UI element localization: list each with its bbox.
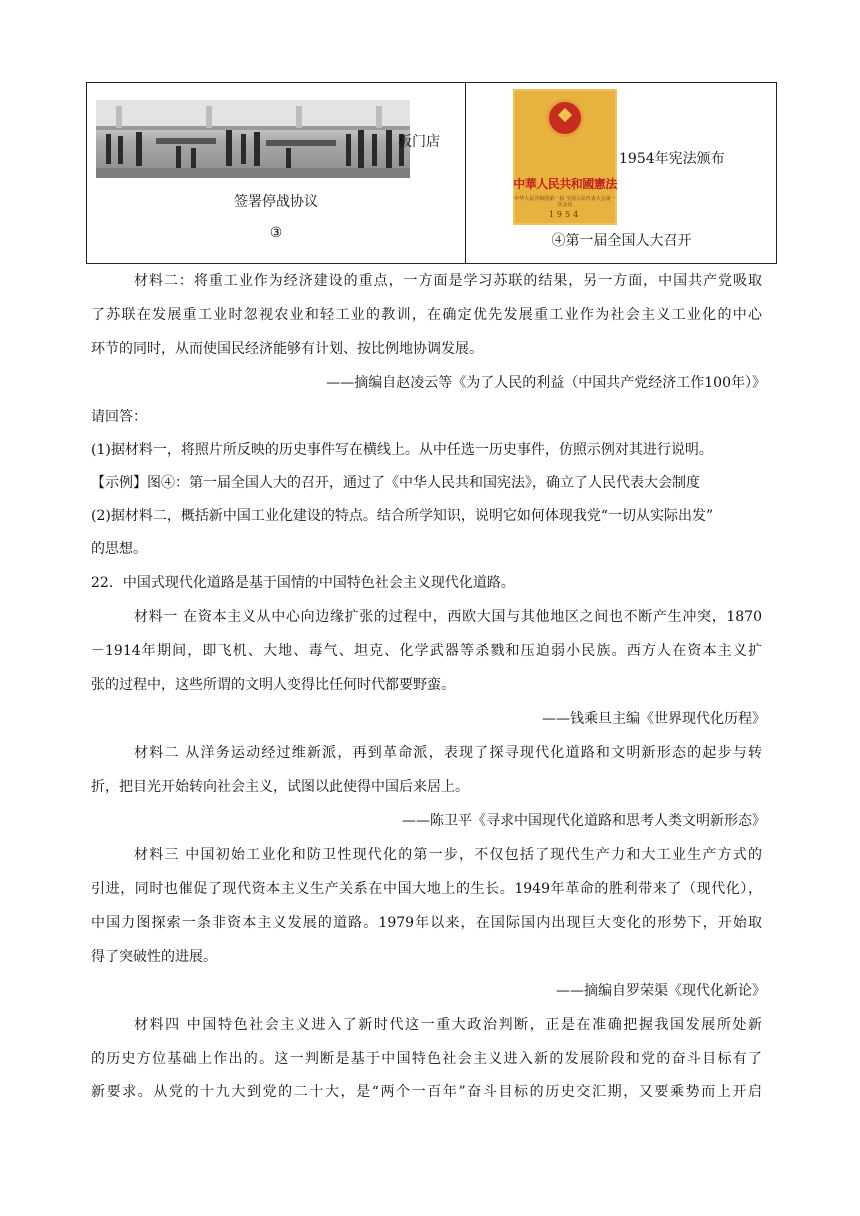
material2-line-1: 材料二：将重工业作为经济建设的重点，一方面是学习苏联的结果，另一方面，中国共产党吸取 bbox=[134, 273, 762, 289]
book-year: 1954 bbox=[548, 210, 582, 219]
armistice-signing-photo bbox=[96, 100, 410, 178]
q22-m3-line-2: 引进，同时也催促了现代资本主义生产关系在中国大地上的生长。1949年革命的胜利带来了（现代化）， bbox=[91, 881, 762, 897]
book-title: 中華人民共和國憲法 bbox=[513, 177, 617, 191]
question-2-line-2: 的思想。 bbox=[91, 541, 147, 557]
material2-source: ——摘编自赵凌云等《为了人民的利益（中国共产党经济工作100年）》 bbox=[326, 375, 766, 391]
question-22-title: 22．中国式现代化道路是基于国情的中国特色社会主义现代化道路。 bbox=[91, 575, 515, 591]
photo1-number: ③ bbox=[269, 225, 283, 241]
q22-m3-line-3: 中国力图探索一条非资本主义发展的道路。1979年以来，在国际国内出现巨大变化的形势下，开始取 bbox=[91, 915, 762, 931]
q22-m4-line-3: 新要求。从党的十九大到党的二十大，是“两个一百年”奋斗目标的历史交汇期，又要乘势而上开启 bbox=[91, 1084, 762, 1100]
q22-m2-source: ——陈卫平《寻求中国现代化道路和思考人类文明新形态》 bbox=[402, 813, 766, 829]
photo1-side-label: 板门店 bbox=[398, 134, 440, 150]
q22-m4-line-1: 材料四 中国特色社会主义进入了新时代这一重大政治判断，正是在准确把握我国发展所处新 bbox=[134, 1017, 762, 1033]
q22-m1-line-2: －1914年期间，即飞机、大地、毒气、坦克、化学武器等杀戮和压迫弱小民族。西方人在资本主义扩 bbox=[91, 643, 762, 659]
question-1: (1)据材料一，将照片所反映的历史事件写在横线上。从中任选一历史事件，仿照示例对其进行说明。 bbox=[91, 442, 713, 458]
national-emblem-icon bbox=[546, 99, 584, 137]
q22-m1-source: ——钱乘旦主编《世界现代化历程》 bbox=[542, 711, 766, 727]
q22-m2-line-2: 折，把目光开始转向社会主义，试图以此使得中国后来居上。 bbox=[91, 779, 469, 795]
photo-table bbox=[86, 82, 777, 264]
q22-m1-line-1: 材料一 在资本主义从中心向边缘扩张的过程中，西欧大国与其他地区之间也不断产生冲突，1870 bbox=[134, 609, 762, 625]
material2-line-2: 了苏联在发展重工业时忽视农业和轻工业的教训，在确定优先发展重工业作为社会主义工业化的中心 bbox=[91, 307, 762, 323]
book-small-text: 中华人民共和国第一届 全国人民代表大会第一次会议 bbox=[514, 196, 616, 208]
photo1-caption: 签署停战协议 bbox=[234, 194, 318, 210]
q22-m1-line-3: 张的过程中，这些所谓的文明人变得比任何时代都要野蛮。 bbox=[91, 677, 455, 693]
photo2-caption: ④第一届全国人大召开 bbox=[551, 233, 692, 249]
photo2-side-label: 1954年宪法颁布 bbox=[619, 151, 725, 167]
constitution-book-cover bbox=[513, 89, 617, 225]
q22-m3-line-4: 得了突破性的进展。 bbox=[91, 949, 217, 965]
q22-m3-line-1: 材料三 中国初始工业化和防卫性现代化的第一步，不仅包括了现代生产力和大工业生产方式的 bbox=[134, 847, 762, 863]
questions-intro: 请回答： bbox=[91, 409, 147, 425]
q22-m2-line-1: 材料二 从洋务运动经过维新派，再到革命派，表现了探寻现代化道路和文明新形态的起步与转 bbox=[134, 745, 762, 761]
material2-line-3: 环节的同时，从而使国民经济能够有计划、按比例地协调发展。 bbox=[91, 341, 483, 357]
question-2-line-1: (2)据材料二，概括新中国工业化建设的特点。结合所学知识，说明它如何体现我党“一切从实际出发” bbox=[91, 508, 714, 524]
q22-m4-line-2: 的历史方位基础上作出的。这一判断是基于中国特色社会主义进入新的发展阶段和党的奋斗目标有了 bbox=[91, 1051, 762, 1067]
example-answer: 【示例】图④：第一届全国人大的召开，通过了《中华人民共和国宪法》，确立了人民代表大会制度 bbox=[91, 475, 700, 491]
q22-m3-source: ——摘编自罗荣渠《现代化新论》 bbox=[556, 983, 766, 999]
